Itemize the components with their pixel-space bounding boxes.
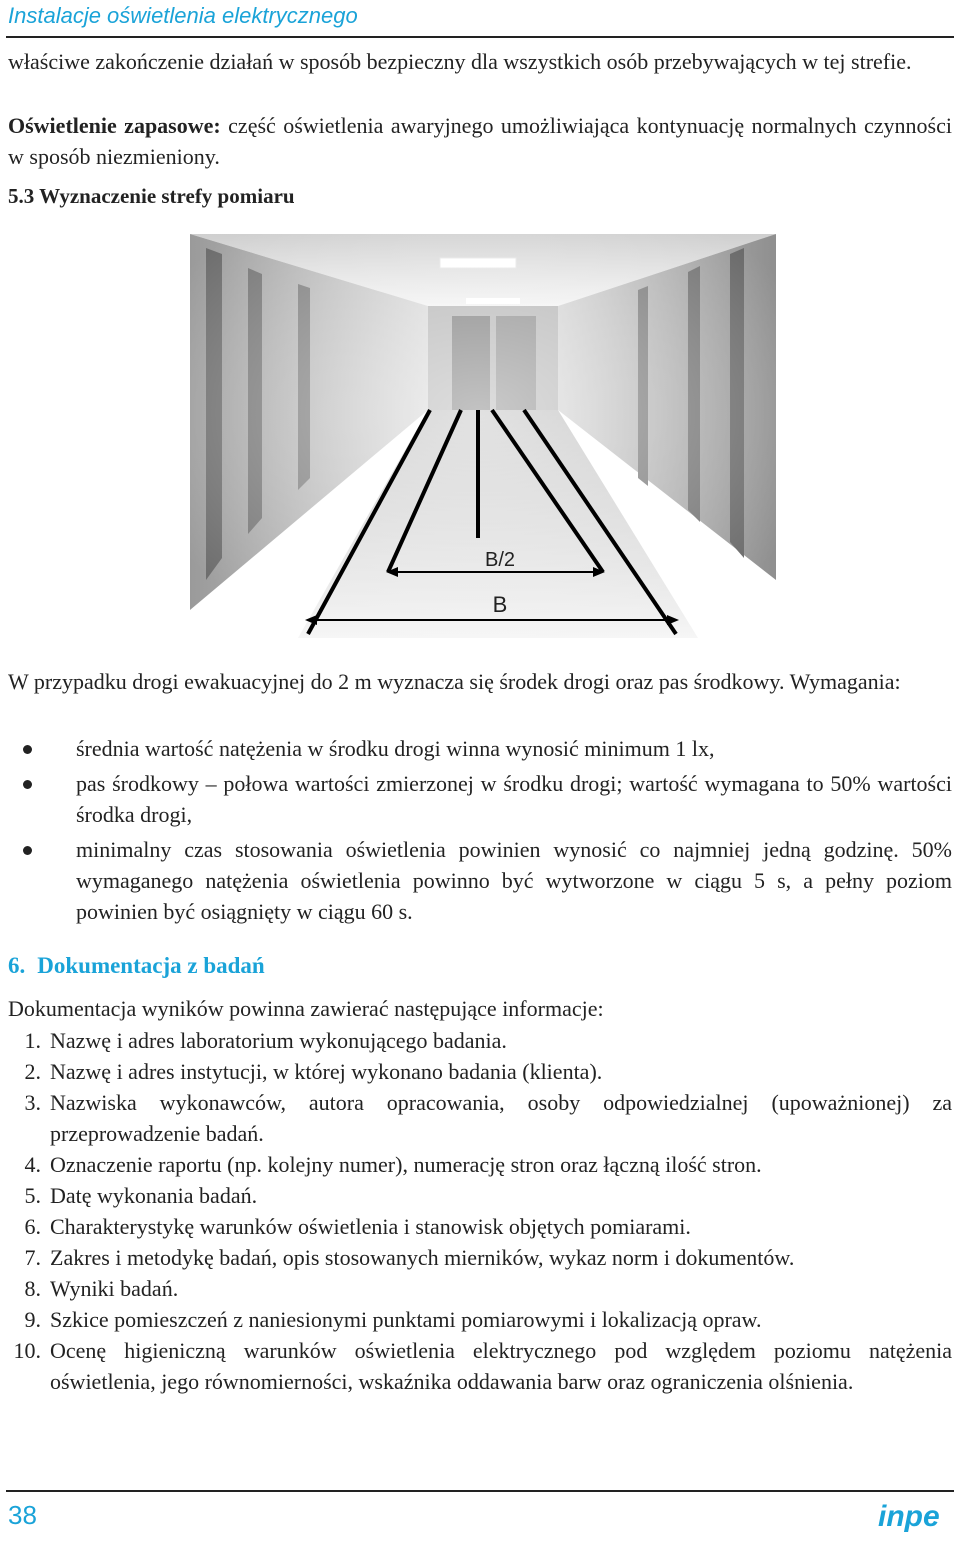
list-item: średnia wartość natężenia w środku drogi winna wynosić minimum 1 lx, [8, 733, 952, 764]
bullet-icon [23, 745, 32, 754]
list-item: minimalny czas stosowania oświetlenia powinien wynosić co najmniej jedną godzinę. 50% wymaganego natężenia oświetlenia powinno być wytworzone w ciągu 5 s, a pełny poziom powinien być osiągnięty w ciągu 60 s. [8, 834, 952, 927]
term-backup-lighting: Oświetlenie zapasowe: [8, 113, 221, 138]
list-item: 1. Nazwę i adres laboratorium wykonującego badania. [24, 1028, 507, 1053]
section-heading-6: 6. Dokumentacja z badań [8, 953, 265, 978]
footer-divider [6, 1490, 954, 1492]
intro-paragraph-2 [8, 110, 952, 172]
running-header-title: Instalacje oświetlenia elektrycznego [8, 3, 358, 28]
documentation-intro: Dokumentacja wyników powinna zawierać następujące informacje: [8, 996, 604, 1021]
section-heading-5-3: 5.3 Wyznaczenie strefy pomiaru [8, 184, 295, 208]
corridor-figure [178, 228, 780, 640]
requirements-list [8, 733, 952, 931]
evacuation-route-paragraph: W przypadku drogi ewakuacyjnej do 2 m wyznacza się środek drogi oraz pas środkowy. Wymagania: [8, 669, 901, 694]
list-item: 2. Nazwę i adres instytucji, w której wykonano badania (klienta). [24, 1059, 603, 1084]
intro-paragraph-1: właściwe zakończenie działań w sposób bezpieczny dla wszystkich osób przebywających w tej strefie. [8, 49, 912, 74]
page-number: 38 [8, 1500, 37, 1530]
term-definition: część oświetlenia awaryjnego umożliwiająca kontynuację normalnych czynności w sposób niezmieniony. [8, 113, 952, 169]
list-item: pas środkowy – połowa wartości zmierzonej w środku drogi; wartość wymagana to 50% wartości środka drogi, [8, 768, 952, 830]
label-full-width: B [492, 592, 508, 617]
label-half-width: B/2 [484, 549, 516, 571]
list-item: 9. Szkice pomieszczeń z naniesionymi punktami pomiarowymi i lokalizacją opraw. [24, 1307, 762, 1332]
inpe-logo [876, 1496, 954, 1536]
list-item: 5. Datę wykonania badań. [24, 1183, 258, 1208]
bullet-icon [23, 780, 32, 789]
corridor-illustration [178, 228, 780, 640]
logo-wordmark: inpe [878, 1500, 940, 1533]
bullet-icon [23, 846, 32, 855]
list-item: 4. Oznaczenie raportu (np. kolejny numer), numerację stron oraz łączną ilość stron. [24, 1152, 762, 1177]
list-item: 3. Nazwiska wykonawców, autora opracowania, osoby odpowiedzialnej (upoważnionej) za przeprowadzenie badań. [24, 1090, 952, 1146]
list-item: 10. Ocenę higieniczną warunków oświetlenia elektrycznego pod względem poziomu natężenia oświetlenia, jego równomierności, wskaźnika oddawania barw oraz ograniczenia olśnienia. [13, 1338, 952, 1394]
list-item: 7. Zakres i metodykę badań, opis stosowanych mierników, wykaz norm i dokumentów. [24, 1245, 795, 1270]
documentation-list [8, 1025, 952, 1397]
list-item: 6. Charakterystykę warunków oświetlenia i stanowisk objętych pomiarami. [24, 1214, 691, 1239]
list-item: 8. Wyniki badań. [24, 1276, 179, 1301]
header-divider [6, 36, 954, 38]
